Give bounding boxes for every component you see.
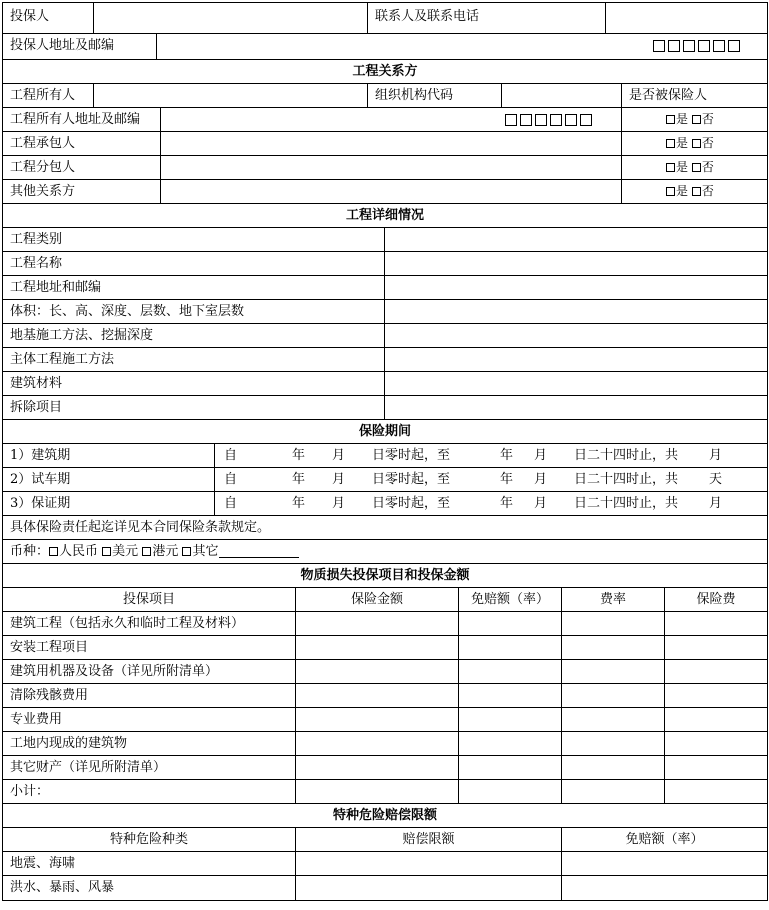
sum-insured-cell[interactable] [295, 708, 458, 731]
sum-insured-cell[interactable] [295, 660, 458, 683]
limit-cell[interactable] [295, 852, 561, 875]
contact-input[interactable] [605, 3, 767, 33]
table-row [3, 684, 767, 708]
period-label: 3）保证期 [10, 496, 71, 511]
postcode-box[interactable] [683, 40, 695, 52]
detail-label: 工程名称 [10, 256, 63, 271]
currency-row [3, 540, 767, 564]
org-code-input[interactable] [501, 84, 621, 107]
risk-label: 地震、海啸 [10, 856, 76, 871]
contact-label: 联系人及联系电话 [367, 3, 605, 33]
premium-cell[interactable] [664, 732, 767, 755]
end-time-text: 日二十四时止，共 [574, 496, 679, 511]
sum-insured-cell[interactable] [295, 732, 458, 755]
item-label: 清除残骸费用 [10, 688, 89, 703]
detail-row [3, 300, 767, 324]
deductible-cell[interactable] [561, 852, 767, 875]
month-text: 月 [534, 496, 548, 511]
deductible-cell[interactable] [561, 876, 767, 900]
start-time-text: 日零时起，至 [372, 472, 451, 487]
item-label: 建筑用机器及设备（详见所附清单） [10, 664, 219, 679]
insurance-period-header-row [3, 420, 767, 444]
no-checkbox[interactable] [692, 163, 701, 172]
yes-label: 是 [676, 184, 689, 198]
owner-address-input[interactable] [160, 108, 621, 131]
yes-checkbox[interactable] [666, 139, 675, 148]
period-row [3, 444, 767, 468]
premium-cell[interactable] [664, 660, 767, 683]
currency-rmb-checkbox[interactable] [49, 547, 58, 556]
deductible-cell[interactable] [458, 660, 561, 683]
detail-row [3, 228, 767, 252]
period-note: 具体保险责任起迄详见本合同保险条款规定。 [10, 520, 271, 535]
year-text: 年 [500, 448, 514, 463]
postcode-box[interactable] [580, 114, 592, 126]
year-text: 年 [292, 472, 306, 487]
applicant-address-row [3, 34, 767, 60]
table-row [3, 876, 767, 900]
year-text: 年 [500, 472, 514, 487]
rate-cell[interactable] [561, 636, 664, 659]
period-dates[interactable] [214, 468, 767, 491]
start-time-text: 日零时起，至 [372, 448, 451, 463]
project-details-header-row [3, 204, 767, 228]
detail-row [3, 348, 767, 372]
currency-other-label: 其它 [192, 544, 219, 559]
special-risk-column-headers [3, 828, 767, 852]
subcontractor-label: 工程分包人 [10, 160, 76, 175]
detail-row [3, 276, 767, 300]
period-label: 1）建筑期 [10, 448, 71, 463]
table-row [3, 636, 767, 660]
item-label: 专业费用 [10, 712, 63, 727]
column-header: 保险费 [664, 588, 767, 611]
from-text: 自 [224, 448, 238, 463]
insurance-application-form [2, 2, 768, 901]
detail-input[interactable] [384, 228, 767, 251]
project-relations-header-row [3, 60, 767, 84]
applicant-address-input[interactable] [156, 34, 767, 59]
material-loss-title: 物质损失投保项目和投保金额 [300, 568, 470, 583]
owner-postcode-boxes[interactable] [505, 114, 592, 126]
rate-cell[interactable] [561, 708, 664, 731]
subcontractor-input[interactable] [160, 156, 621, 179]
owner-input[interactable] [93, 84, 367, 107]
column-header: 赔偿限额 [295, 828, 561, 851]
other-party-input[interactable] [160, 180, 621, 203]
table-row [3, 732, 767, 756]
risk-label: 洪水、暴雨、风暴 [10, 880, 115, 895]
premium-cell[interactable] [664, 780, 767, 803]
yes-checkbox[interactable] [666, 115, 675, 124]
detail-input[interactable] [384, 252, 767, 275]
yes-checkbox[interactable] [666, 163, 675, 172]
detail-input[interactable] [384, 324, 767, 347]
column-header: 投保项目 [122, 592, 175, 607]
special-risk-header-row [3, 804, 767, 828]
duration-unit: 月 [709, 496, 723, 511]
deductible-cell[interactable] [458, 636, 561, 659]
org-code-label: 组织机构代码 [367, 84, 501, 107]
subtotal-label: 小计： [10, 784, 50, 799]
sum-insured-cell[interactable] [295, 636, 458, 659]
rate-cell[interactable] [561, 732, 664, 755]
end-time-text: 日二十四时止，共 [574, 472, 679, 487]
month-text: 月 [332, 448, 346, 463]
item-label: 其它财产（详见所附清单） [10, 760, 167, 775]
rate-cell[interactable] [561, 684, 664, 707]
detail-input[interactable] [384, 276, 767, 299]
detail-row [3, 396, 767, 420]
material-loss-header-row [3, 564, 767, 588]
deductible-cell[interactable] [458, 708, 561, 731]
year-text: 年 [292, 448, 306, 463]
sum-insured-cell[interactable] [295, 684, 458, 707]
start-time-text: 日零时起，至 [372, 496, 451, 511]
currency-other-checkbox[interactable] [182, 547, 191, 556]
postcode-box[interactable] [698, 40, 710, 52]
no-checkbox[interactable] [692, 139, 701, 148]
deductible-cell[interactable] [458, 780, 561, 803]
table-row [3, 852, 767, 876]
no-checkbox[interactable] [692, 187, 701, 196]
column-header: 费率 [561, 588, 664, 611]
project-relations-title: 工程关系方 [352, 64, 418, 79]
detail-input[interactable] [384, 348, 767, 371]
postcode-box[interactable] [505, 114, 517, 126]
period-note-row [3, 516, 767, 540]
postcode-box[interactable] [728, 40, 740, 52]
subtotal-row [3, 780, 767, 804]
detail-input[interactable] [384, 396, 767, 419]
detail-label: 地基施工方法、挖掘深度 [10, 328, 154, 343]
column-header: 特种危险种类 [109, 832, 188, 847]
subcontractor-insured-choice[interactable] [621, 156, 767, 179]
owner-address-label: 工程所有人地址及邮编 [10, 112, 141, 127]
period-row [3, 468, 767, 492]
postcode-box[interactable] [550, 114, 562, 126]
yes-label: 是 [676, 112, 689, 126]
duration-unit: 月 [709, 448, 723, 463]
from-text: 自 [224, 496, 238, 511]
detail-row [3, 252, 767, 276]
material-loss-column-headers [3, 588, 767, 612]
no-label: 否 [701, 160, 714, 174]
detail-row [3, 372, 767, 396]
month-text: 月 [332, 496, 346, 511]
premium-cell[interactable] [664, 708, 767, 731]
rate-cell[interactable] [561, 756, 664, 779]
table-row [3, 756, 767, 780]
item-label: 工地内现成的建筑物 [10, 736, 128, 751]
applicant-input[interactable] [93, 3, 367, 33]
item-label: 安装工程项目 [10, 640, 89, 655]
column-header: 免赔额（率） [458, 588, 561, 611]
currency-hkd-checkbox[interactable] [142, 547, 151, 556]
deductible-cell[interactable] [458, 684, 561, 707]
month-text: 月 [534, 472, 548, 487]
table-row [3, 708, 767, 732]
postcode-box[interactable] [535, 114, 547, 126]
currency-label: 币种： [10, 544, 50, 559]
from-text: 自 [224, 472, 238, 487]
currency-rmb-label: 人民币 [59, 544, 99, 559]
deductible-cell[interactable] [458, 612, 561, 635]
postcode-box[interactable] [565, 114, 577, 126]
contractor-row [3, 132, 767, 156]
rate-cell[interactable] [561, 660, 664, 683]
postcode-box[interactable] [668, 40, 680, 52]
currency-hkd-label: 港元 [152, 544, 179, 559]
duration-unit: 天 [709, 472, 723, 487]
other-party-label: 其他关系方 [10, 184, 76, 199]
month-text: 月 [332, 472, 346, 487]
premium-cell[interactable] [664, 756, 767, 779]
premium-cell[interactable] [664, 636, 767, 659]
year-text: 年 [292, 496, 306, 511]
currency-usd-checkbox[interactable] [102, 547, 111, 556]
is-insured-label: 是否被保险人 [621, 84, 767, 107]
deductible-cell[interactable] [458, 732, 561, 755]
contractor-label: 工程承包人 [10, 136, 76, 151]
period-row [3, 492, 767, 516]
other-party-row [3, 180, 767, 204]
no-checkbox[interactable] [692, 115, 701, 124]
sum-insured-cell[interactable] [295, 780, 458, 803]
yes-label: 是 [676, 160, 689, 174]
currency-other-input[interactable] [219, 543, 299, 558]
month-text: 月 [534, 448, 548, 463]
detail-input[interactable] [384, 372, 767, 395]
postcode-box[interactable] [653, 40, 665, 52]
table-row [3, 660, 767, 684]
owner-insured-choice[interactable] [621, 108, 767, 131]
rate-cell[interactable] [561, 612, 664, 635]
year-text: 年 [500, 496, 514, 511]
yes-label: 是 [676, 136, 689, 150]
postcode-box[interactable] [520, 114, 532, 126]
column-header: 免赔额（率） [561, 828, 767, 851]
contractor-insured-choice[interactable] [621, 132, 767, 155]
applicant-label: 投保人 [10, 9, 50, 24]
deductible-cell[interactable] [458, 756, 561, 779]
special-risk-title: 特种危险赔偿限额 [332, 808, 437, 823]
premium-cell[interactable] [664, 684, 767, 707]
no-label: 否 [701, 184, 714, 198]
premium-cell[interactable] [664, 612, 767, 635]
rate-cell[interactable] [561, 780, 664, 803]
sum-insured-cell[interactable] [295, 756, 458, 779]
limit-cell[interactable] [295, 876, 561, 900]
no-label: 否 [701, 112, 714, 126]
period-dates[interactable] [214, 444, 767, 467]
detail-label: 体积：长、高、深度、层数、地下室层数 [10, 304, 245, 319]
sum-insured-cell[interactable] [295, 612, 458, 635]
owner-row [3, 84, 767, 108]
subcontractor-row [3, 156, 767, 180]
currency-selector[interactable] [3, 540, 767, 563]
column-header: 保险金额 [295, 588, 458, 611]
currency-usd-label: 美元 [112, 544, 139, 559]
applicant-address-label: 投保人地址及邮编 [10, 38, 115, 53]
applicant-postcode-boxes[interactable] [653, 40, 740, 52]
detail-label: 工程地址和邮编 [10, 280, 102, 295]
applicant-row [3, 3, 767, 34]
table-row [3, 612, 767, 636]
detail-label: 建筑材料 [10, 376, 63, 391]
yes-checkbox[interactable] [666, 187, 675, 196]
no-label: 否 [701, 136, 714, 150]
detail-row [3, 324, 767, 348]
period-label: 2）试车期 [10, 472, 71, 487]
postcode-box[interactable] [713, 40, 725, 52]
owner-label: 工程所有人 [10, 88, 76, 103]
project-details-title: 工程详细情况 [345, 208, 424, 223]
detail-label: 工程类别 [10, 232, 63, 247]
period-dates[interactable] [214, 492, 767, 515]
detail-input[interactable] [384, 300, 767, 323]
other-party-insured-choice[interactable] [621, 180, 767, 203]
contractor-input[interactable] [160, 132, 621, 155]
item-label: 建筑工程（包括永久和临时工程及材料） [10, 616, 245, 631]
insurance-period-title: 保险期间 [358, 424, 411, 439]
end-time-text: 日二十四时止，共 [574, 448, 679, 463]
detail-label: 主体工程施工方法 [10, 352, 115, 367]
owner-address-row [3, 108, 767, 132]
detail-label: 拆除项目 [10, 400, 63, 415]
